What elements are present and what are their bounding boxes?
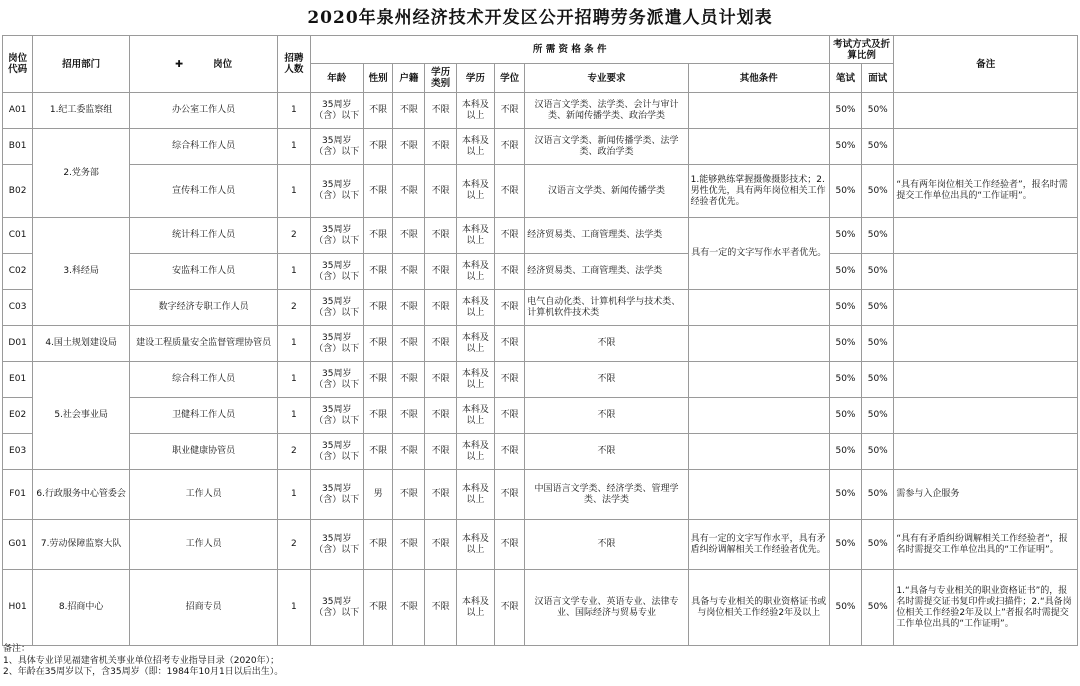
header-gender: 性别 <box>363 64 392 93</box>
table-row: D01 4.国土规划建设局 建设工程质量安全监督管理协管员 1 35周岁（含）以下 不限 不限 不限 本科及以上 不限 不限 50% 50% <box>3 326 1078 362</box>
table-header <box>3 36 1078 93</box>
header-remark: 备注 <box>894 36 1078 93</box>
table-row: B02 宣传科工作人员 1 35周岁（含）以下 不限 不限 不限 本科及以上 不限 汉语言文学类、新闻传播学类 1.能够熟练掌握摄像摄影技术；2.男性优先，具有两年岗位相关工作经验者优先。 50% 50% “具有两年岗位相关工作经验者”，报名时需提交工作单位出具的“工作证明”。 <box>3 165 1078 218</box>
header-exam: 考试方式及折算比例 <box>829 36 894 64</box>
notes-heading: 备注： <box>3 644 31 654</box>
shared-other-cell: 具有一定的文字写作水平者优先。 <box>688 218 829 290</box>
table-row: E02 卫健科工作人员 1 35周岁（含）以下 不限 不限 不限 本科及以上 不限 不限 50% 50% <box>3 398 1078 434</box>
table-row: C01 3.科经局 统计科工作人员 2 35周岁（含）以下 不限 不限 不限 本科及以上 不限 经济贸易类、工商管理类、法学类 具有一定的文字写作水平者优先。 50% 50% <box>3 218 1078 254</box>
dept-cell: 1.纪工委监察组 <box>33 93 130 129</box>
table-row: E01 5.社会事业局 综合科工作人员 1 35周岁（含）以下 不限 不限 不限 本科及以上 不限 不限 50% 50% <box>3 362 1078 398</box>
page-title: 2020年泉州经济技术开发区公开招聘劳务派遣人员计划表 <box>307 8 773 28</box>
plus-icon: ✚ <box>175 58 184 70</box>
header-dept: 招用部门 <box>33 36 130 93</box>
header-edu-type: 学历类别 <box>425 64 456 93</box>
dept-cell: 5.社会事业局 <box>33 362 130 470</box>
table-row: G01 7.劳动保障监察大队 工作人员 2 35周岁（含）以下 不限 不限 不限 本科及以上 不限 不限 具有一定的文字写作水平，具有矛盾纠纷调解相关工作经验者优先。 50% 50% “具有有矛盾纠纷调解相关工作经验者”，报名时需提交工作单位出具的“工作证明”。 <box>3 520 1078 570</box>
dept-cell: 2.党务部 <box>33 129 130 218</box>
table-row: B01 2.党务部 综合科工作人员 1 35周岁（含）以下 不限 不限 不限 本科及以上 不限 汉语言文学类、新闻传播学类、法学类、政治学类 50% 50% <box>3 129 1078 165</box>
note-1: 1、具体专业详见福建省机关事业单位招考专业指导目录（2020年）； <box>3 655 280 666</box>
dept-cell: 8.招商中心 <box>33 570 130 646</box>
table-row: C02 安监科工作人员 1 35周岁（含）以下 不限 不限 不限 本科及以上 不限 经济贸易类、工商管理类、法学类 50% 50% <box>3 254 1078 290</box>
header-written: 笔试 <box>829 64 861 93</box>
note-2: 2、年龄在35周岁以下，含35周岁（即：1984年10月1日以后出生）。 <box>3 667 284 677</box>
footnotes <box>3 644 1073 679</box>
table-row: A01 1.纪工委监察组 办公室工作人员 1 35周岁（含）以下 不限 不限 不限 本科及以上 不限 汉语言文学类、法学类、会计与审计类、新闻传播学类、政治学类 50% 50% <box>3 93 1078 129</box>
header-code: 岗位代码 <box>3 36 33 93</box>
header-interview: 面试 <box>862 64 894 93</box>
dept-cell: 7.劳动保障监察大队 <box>33 520 130 570</box>
header-hukou: 户籍 <box>393 64 425 93</box>
header-edu: 学历 <box>456 64 494 93</box>
header-count: 招聘人数 <box>278 36 310 93</box>
header-age: 年龄 <box>310 64 363 93</box>
table-row: F01 6.行政服务中心管委会 工作人员 1 35周岁（含）以下 男 不限 不限 本科及以上 不限 中国语言文学类、经济学类、管理学类、法学类 50% 50% 需参与入企服务 <box>3 470 1078 520</box>
header-other: 其他条件 <box>688 64 829 93</box>
dept-cell: 6.行政服务中心管委会 <box>33 470 130 520</box>
recruitment-table <box>2 35 1078 646</box>
dept-cell: 4.国土规划建设局 <box>33 326 130 362</box>
header-qual: 所 需 资 格 条 件 <box>310 36 829 64</box>
table-row: H01 8.招商中心 招商专员 1 35周岁（含）以下 不限 不限 不限 本科及以上 不限 汉语言文学专业、英语专业、法律专业、国际经济与贸易专业 具备与专业相关的职业资格证书或与岗位相关工作经验2年及以上 50% 50% 1.“具备与专业相关的职业资格证书”的，报名时需提交证书复印件或扫描件；2.“具备岗位相关工作经验2年及以上”者报名时需提交工作单位出具的“工作证明”。 <box>3 570 1078 646</box>
header-degree: 学位 <box>495 64 525 93</box>
table-row: C03 数字经济专职工作人员 2 35周岁（含）以下 不限 不限 不限 本科及以上 不限 电气自动化类、计算机科学与技术类、计算机软件技术类 50% 50% <box>3 290 1078 326</box>
table-row: E03 职业健康协管员 2 35周岁（含）以下 不限 不限 不限 本科及以上 不限 不限 50% 50% <box>3 434 1078 470</box>
dept-cell: 3.科经局 <box>33 218 130 326</box>
header-major: 专业要求 <box>525 64 688 93</box>
header-pos: ✚ 岗位 <box>130 36 278 93</box>
